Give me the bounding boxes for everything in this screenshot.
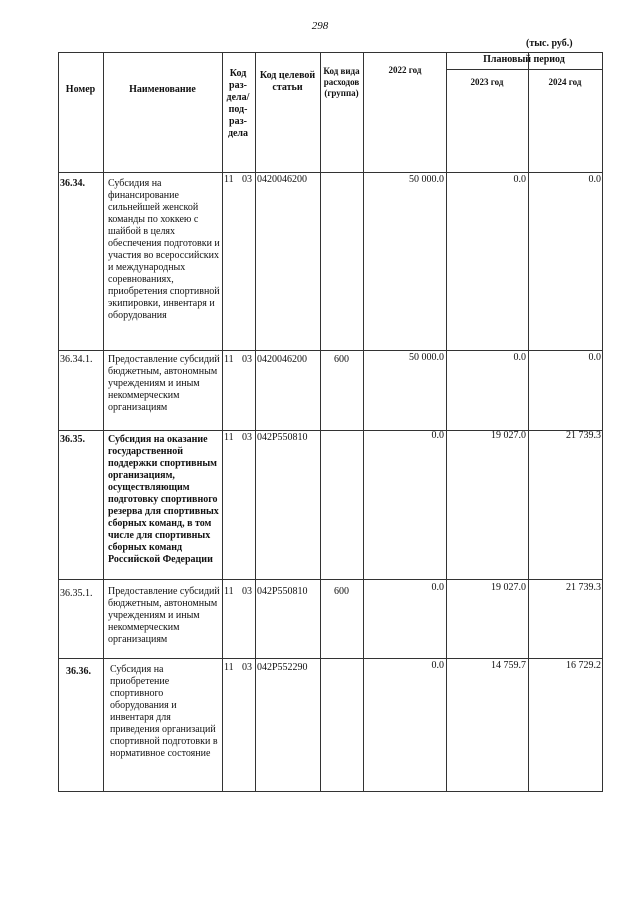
row-2023: 14 759.7 [491,660,526,671]
row-number: 36.34. [60,178,85,189]
grid-line [222,52,223,792]
grid-line [58,579,603,580]
row-2023: 19 027.0 [491,430,526,441]
row-2023: 0.0 [513,352,526,363]
header-2024: 2024 год [548,77,582,87]
grid-line [602,52,603,792]
row-name: Предоставление субсидий бюджетным, автономным учреждениям и иным некоммерческим организациям [108,586,220,645]
grid-line [58,172,603,173]
grid-line [255,52,256,792]
row-expense: 600 [334,586,349,597]
row-name: Субсидия на приобретение спортивного оборудования и инвентаря для приведения организаций спортивной подготовки в нормативное состояние [110,664,218,759]
row-number: 36.34.1. [60,354,93,365]
row-2024: 21 739.3 [566,582,601,593]
row-section: 11 [224,354,234,365]
grid-line [363,52,364,792]
grid-line [58,52,59,792]
grid-line [320,52,321,792]
row-2024: 0.0 [588,352,601,363]
row-target: 042Р552290 [257,662,308,673]
row-section: 11 [224,662,234,673]
row-section: 11 [224,586,234,597]
row-2023: 19 027.0 [491,582,526,593]
row-2022: 0.0 [431,582,444,593]
row-2022: 0.0 [431,430,444,441]
grid-line [446,69,602,70]
header-expense: Код вида расходов (группа) [323,66,360,98]
grid-line [103,52,104,792]
grid-line [58,350,603,351]
header-2023: 2023 год [470,77,504,87]
row-target: 042Р550810 [257,432,308,443]
page-number: 298 [311,20,329,32]
row-2024: 16 729.2 [566,660,601,671]
header-target: Код целевой статьи [259,70,316,93]
row-2024: 0.0 [588,174,601,185]
row-section: 11 [224,174,234,185]
row-subsection: 03 [242,174,252,185]
header-section: Код раз- дела/ под- раз- дела [226,68,250,139]
row-number: 36.36. [66,666,91,677]
row-2022: 0.0 [431,660,444,671]
row-number: 36.35. [60,434,85,445]
row-number: 36.35.1. [60,588,93,599]
row-subsection: 03 [242,354,252,365]
row-name: Предоставление субсидий бюджетным, автономным учреждениям и иным некоммерческим организациям [108,354,220,413]
row-name: Субсидия на финансирование сильнейшей женской команды по хоккею с шайбой в целях обеспечения подготовки и участия во всероссийских и международных соревнованиях, приобретения спортивной экипировки, инвентаря и оборудования [108,178,220,321]
row-section: 11 [224,432,234,443]
units-label: (тыс. руб.) [526,38,573,49]
row-2024: 21 739.3 [566,430,601,441]
row-expense: 600 [334,354,349,365]
grid-line [58,791,603,792]
row-2023: 0.0 [513,174,526,185]
header-name: Наименование [129,84,196,95]
row-name: Субсидия на оказание государственной поддержки спортивным организациям, осуществляющим подготовку спортивного резерва для спортивных сборных команд, в том числе для спортивных сборных команд Российской Федерации [108,434,219,565]
budget-table [58,52,603,792]
header-2022: 2022 год [388,65,422,75]
row-subsection: 03 [242,586,252,597]
row-subsection: 03 [242,432,252,443]
row-subsection: 03 [242,662,252,673]
row-target: 0420046200 [257,354,307,365]
header-number: Номер [65,84,96,95]
grid-line [528,52,529,792]
grid-line [58,52,603,53]
row-target: 042Р550810 [257,586,308,597]
row-target: 0420046200 [257,174,307,185]
row-2022: 50 000.0 [409,174,444,185]
header-plan-period: Плановый период [483,54,565,65]
row-2022: 50 000.0 [409,352,444,363]
grid-line [446,52,447,792]
grid-line [58,658,603,659]
